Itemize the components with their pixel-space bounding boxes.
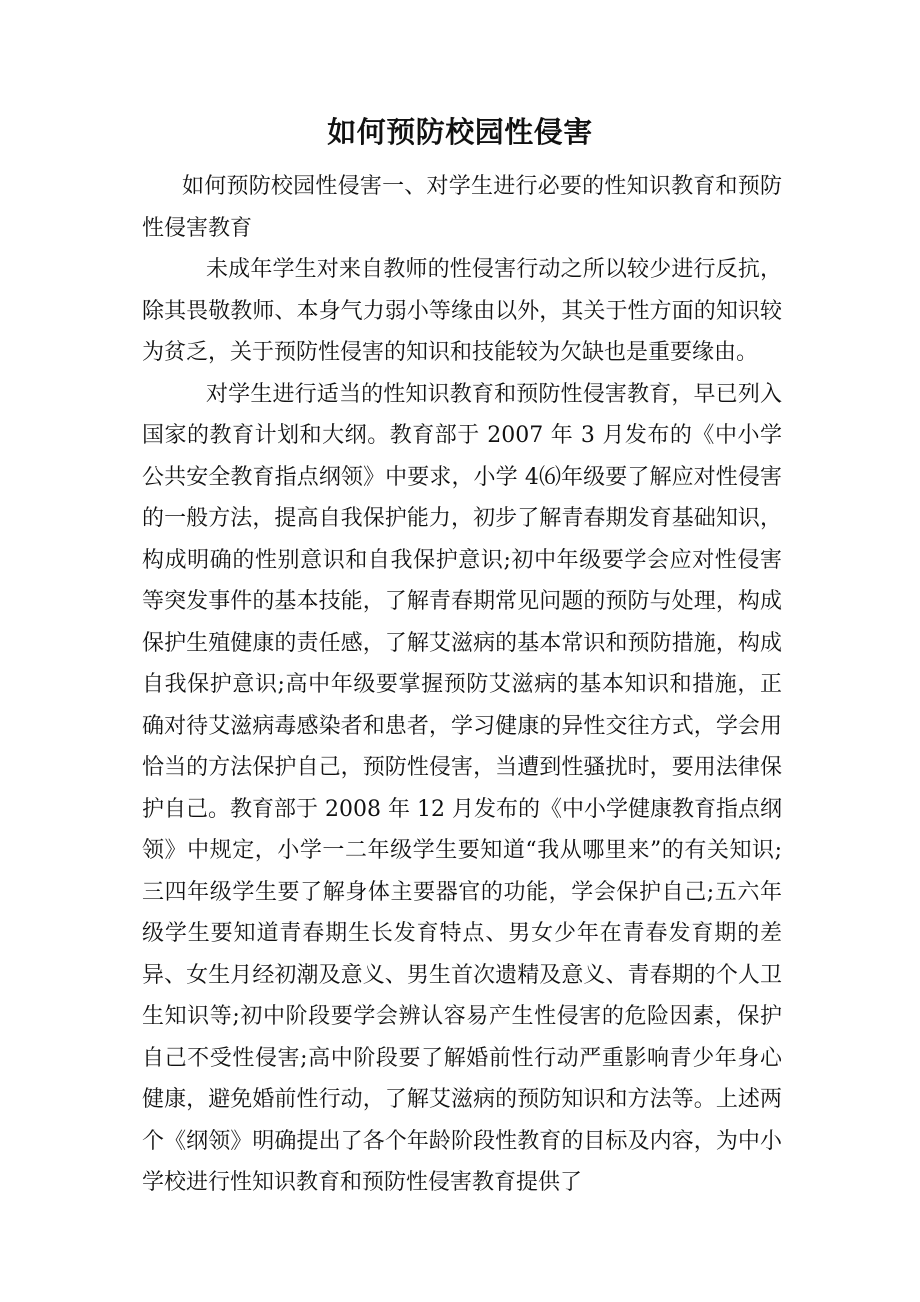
document-body: [142, 166, 782, 1204]
paragraph-2: 未成年学生对来自教师的性侵害行动之所以较少进行反抗，除其畏敬教师、本身气力弱小等缘由以外，其关于性方面的知识较为贫乏，关于预防性侵害的知识和技能较为欠缺也是重要缘由。: [142, 257, 782, 365]
paragraph-1: 如何预防校园性侵害一、对学生进行必要的性知识教育和预防性侵害教育: [142, 174, 782, 241]
document-title: 如何预防校园性侵害: [327, 115, 593, 149]
paragraph-3: 对学生进行适当的性知识教育和预防性侵害教育，早已列入国家的教育计划和大纲。教育部于 2007 年 3 月发布的《中小学公共安全教育指点纲领》中要求，小学 4⑹年级要了解应对性侵害的一般方法，提高自我保护能力，初步了解青春期发育基础知识，构成明确的性别意识和自我保护意识;初中年级要学会应对性侵害等突发事件的基本技能，了解青春期常见问题的预防与处理，构成保护生殖健康的责任感，了解艾滋病的基本常识和预防措施，构成自我保护意识;高中年级要掌握预防艾滋病的基本知识和措施，正确对待艾滋病毒感染者和患者，学习健康的异性交往方式，学会用恰当的方法保护自己，预防性侵害，当遭到性骚扰时，要用法律保护自己。教育部于 2008 年 12 月发布的《中小学健康教育指点纲领》中规定，小学一二年级学生要知道“我从哪里来”的有关知识;三四年级学生要了解身体主要器官的功能，学会保护自己;五六年级学生要知道青春期生长发育特点、男女少年在青春发育期的差异、女生月经初潮及意义、男生首次遗精及意义、青春期的个人卫生知识等;初中阶段要学会辨认容易产生性侵害的危险因素，保护自己不受性侵害;高中阶段要了解婚前性行动严重影响青少年身心健康，避免婚前性行动，了解艾滋病的预防知识和方法等。上述两个《纲领》明确提出了各个年龄阶段性教育的目标及内容，为中小学校进行性知识教育和预防性侵害教育提供了: [142, 381, 782, 1195]
